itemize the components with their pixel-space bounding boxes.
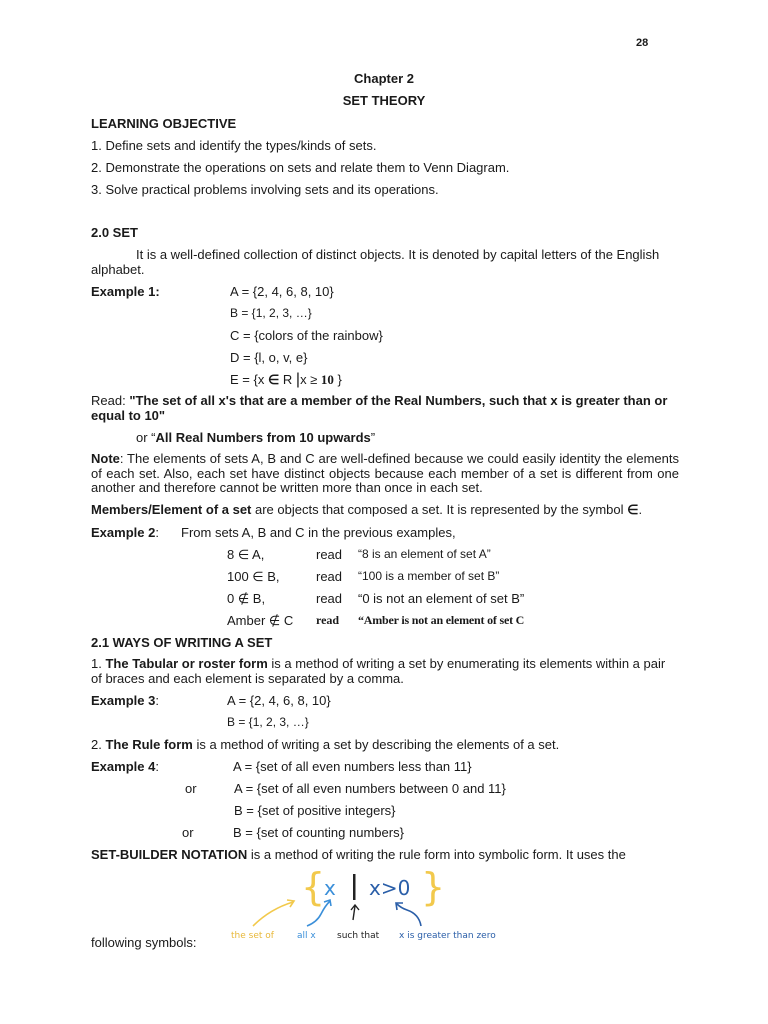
label-such-that: such that [337,931,380,941]
members-definition [91,502,642,517]
set-e-suffix: } [333,372,342,387]
set-e-value: 10 [320,372,334,387]
example-4-label: Example 4 [91,759,156,774]
example-2-colon: : [155,525,159,540]
objective-item: 3. Solve practical problems involving sets and its operations. [91,182,439,197]
read-alt-prefix: or “ [136,430,156,445]
example-3-set-a: A = {2, 4, 6, 8, 10} [227,693,331,708]
members-text: are objects that composed a set. It is represented by the symbol [251,502,628,517]
section-heading-ways: 2.1 WAYS OF WRITING A SET [91,635,273,650]
set-builder-label: SET-BUILDER NOTATION [91,847,248,862]
members-end: . [638,502,643,517]
membership-meaning: “Amber is not an element of set C [358,613,525,627]
tabular-number: 1. [91,656,106,671]
note-label: Note [91,451,120,466]
objective-item: 2. Demonstrate the operations on sets and relate them to Venn Diagram. [91,160,510,175]
rule-set: A = {set of all even numbers between 0 and 11} [234,781,506,796]
chapter-title: SET THEORY [342,93,426,108]
rule-number: 2. [91,737,106,752]
such-that-bar-icon [353,874,356,900]
membership-meaning: “8 is an element of set A” [358,547,491,561]
diagram-var-x: x [324,876,336,900]
note-paragraph [91,452,679,496]
set-definition: It is a well-defined collection of distinct objects. It is denoted by capital letters of the English alphabet. [91,247,660,277]
read-alt-suffix: ” [370,430,376,445]
set-c: C = {colors of the rainbow} [230,328,383,343]
example-3 [91,693,159,708]
set-builder-text: is a method of writing the rule form into symbolic form. It uses the [247,847,626,862]
arrow-greater-icon [397,904,421,926]
rule-or: or [182,825,194,840]
example-2 [91,525,159,540]
label-the-set-of: the set of [231,931,274,941]
set-builder-continuation: following symbols: [91,935,197,950]
read-text: "The set of all x's that are a member of the Real Numbers, such that x is greater than or equal to 10" [91,393,668,423]
membership-meaning: “100 is a member of set B” [358,569,500,583]
membership-meaning: “0 is not an element of set B” [358,591,525,606]
membership-read: read [316,591,343,606]
example-2-intro: From sets A, B and C in the previous examples, [181,525,456,540]
members-label: Members/Element of a set [91,502,252,517]
tabular-text: is a method of writing a set by enumerating its elements within a pair of braces and each element is separated by a comma. [91,656,666,686]
membership-expr: 100 ∈ B, [227,569,280,584]
example-4-colon: : [155,759,159,774]
example-3-colon: : [155,693,159,708]
label-all-x: all x [297,931,316,941]
set-e-condition: x ≥ [300,372,321,387]
rule-text: is a method of writing a set by describing the elements of a set. [192,737,560,752]
membership-read: read [316,613,340,627]
set-builder-diagram [225,864,525,946]
tabular-form-definition [91,657,679,686]
rule-form-definition [91,737,559,752]
set-b: B = {1, 2, 3, …} [230,306,312,320]
membership-expr: 8 ∈ A, [227,547,265,562]
example-3-label: Example 3 [91,693,156,708]
tabular-label: The Tabular or roster form [105,656,268,671]
membership-expr: Amber ∉ C [227,613,294,628]
example-3-set-b: B = {1, 2, 3, …} [227,715,309,729]
example-2-label: Example 2 [91,525,156,540]
diagram-condition: x>0 [369,876,411,900]
close-brace: } [421,865,446,909]
set-e-prefix: E = {x [230,372,268,387]
label-greater-than-zero: x is greater than zero [399,931,496,941]
objective-item: 1. Define sets and identify the types/kinds of sets. [91,138,377,153]
rule-set: B = {set of positive integers} [234,803,396,818]
example-1-label: Example 1: [91,284,160,299]
element-of-icon: ∈ [627,502,639,517]
set-d: D = {l, o, v, e} [230,350,308,365]
such-that-bar: | [295,371,301,388]
rule-or: or [185,781,197,796]
set-e [230,372,342,387]
set-a: A = {2, 4, 6, 8, 10} [230,284,334,299]
read-alternative [136,430,375,445]
example-4 [91,759,159,774]
chapter-label: Chapter 2 [354,71,414,86]
set-e-middle: R [279,372,296,387]
section-heading-set: 2.0 SET [91,225,138,240]
read-prefix: Read: [91,393,130,408]
membership-read: read [316,569,343,584]
element-of-icon: ∈ [267,372,280,387]
set-builder-definition [91,847,626,862]
learning-objective-heading: LEARNING OBJECTIVE [91,116,237,131]
open-brace: { [301,865,326,909]
page-number: 28 [636,37,649,49]
read-alt-text: All Real Numbers from 10 upwards [155,430,371,445]
membership-expr: 0 ∉ B, [227,591,266,606]
rule-set: A = {set of all even numbers less than 11} [233,759,472,774]
rule-set: B = {set of counting numbers} [233,825,404,840]
note-text: : The elements of sets A, B and C are well-defined because we could easily identity the elements of each set. Also, each set have distinct objects because each member of a set is different from one another and therefore cannot be written more than once in each set. [91,451,679,495]
rule-label: The Rule form [105,737,193,752]
read-statement [91,394,679,423]
arrow-set-of-icon [253,902,293,926]
membership-read: read [316,547,343,562]
